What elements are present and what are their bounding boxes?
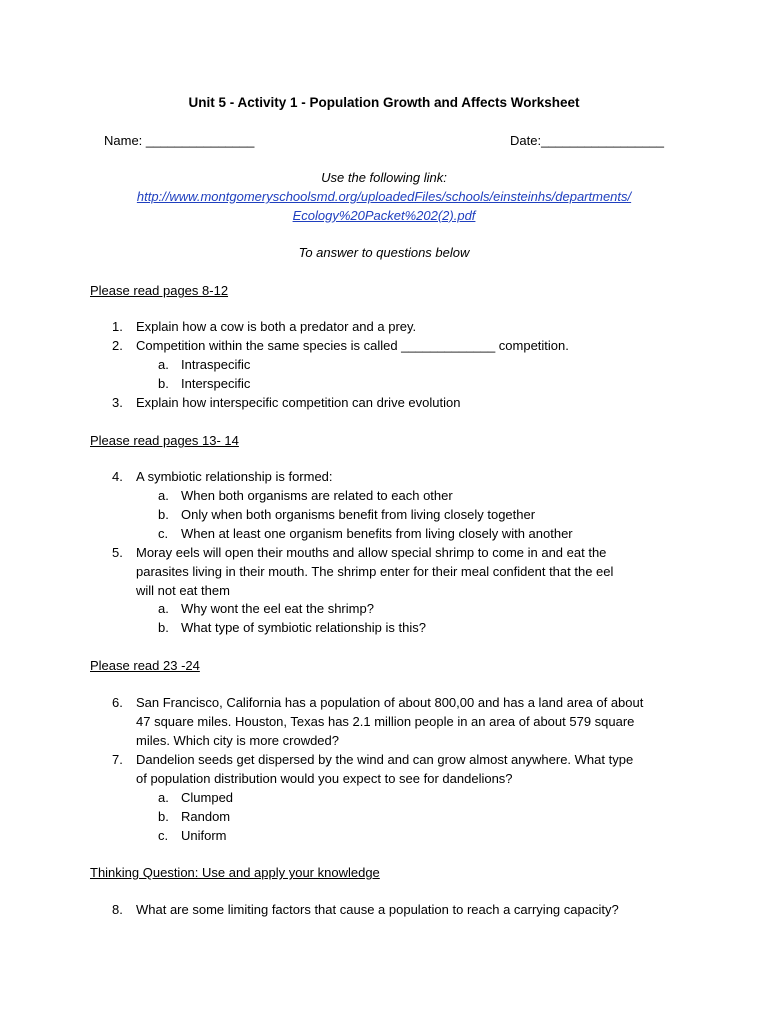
option-text: Only when both organisms benefit from living closely together [181,507,536,522]
question-1-text: Explain how a cow is both a predator and a prey. [136,319,417,334]
name-field-label: Name: _______________ [104,133,255,148]
question-7-line: of population distribution would you expect to see for dandelions? [136,771,513,786]
question-number: 6. [112,695,123,710]
option-letter: a. [158,790,169,805]
question-5-line: parasites living in their mouth. The shrimp enter for their meal confident that the eel [136,564,614,579]
question-6-line: San Francisco, California has a population of about 800,00 and has a land area of about [136,695,644,710]
option-letter: b. [158,507,169,522]
section-heading-4: Thinking Question: Use and apply your knowledge [90,865,380,880]
option-text: What type of symbiotic relationship is this? [181,620,426,635]
option-letter: b. [158,620,169,635]
question-number: 2. [112,338,123,353]
question-number: 1. [112,319,123,334]
option-letter: c. [158,828,169,843]
option-text: Why wont the eel eat the shrimp? [181,601,374,616]
question-number: 5. [112,545,123,560]
resource-link[interactable] [0,187,768,206]
option-letter: b. [158,376,169,391]
section-heading-3: Please read 23 -24 [90,658,200,673]
question-number: 7. [112,752,123,767]
resource-link-line2[interactable]: Ecology%20Packet%202(2).pdf [292,208,476,223]
question-6-line: miles. Which city is more crowded? [136,733,339,748]
option-text: Intraspecific [181,357,251,372]
resource-link-cont[interactable] [0,206,768,225]
question-number: 4. [112,469,123,484]
question-6-line: 47 square miles. Houston, Texas has 2.1 million people in an area of about 579 square [136,714,635,729]
question-8-text: What are some limiting factors that cause a population to reach a carrying capacity? [136,902,619,917]
option-text: Interspecific [181,376,251,391]
question-2-text: Competition within the same species is called _____________ competition. [136,338,569,353]
option-text: Uniform [181,828,227,843]
section-heading-1: Please read pages 8-12 [90,283,229,298]
question-number: 3. [112,395,123,410]
question-3-text: Explain how interspecific competition can drive evolution [136,395,461,410]
option-text: Clumped [181,790,234,805]
question-5-line: will not eat them [136,583,230,598]
section-heading-2: Please read pages 13- 14 [90,433,239,448]
option-text: When both organisms are related to each other [181,488,453,503]
option-letter: c. [158,526,169,541]
question-4-text: A symbiotic relationship is formed: [136,469,333,484]
question-7-line: Dandelion seeds get dispersed by the wind and can grow almost anywhere. What type [136,752,634,767]
question-5-line: Moray eels will open their mouths and allow special shrimp to come in and eat the [136,545,607,560]
resource-link-line1[interactable]: http://www.montgomeryschoolsmd.org/uploadedFiles/schools/einsteinhs/departments/ [136,189,632,204]
option-letter: a. [158,357,169,372]
answer-instruction: To answer to questions below [298,245,470,260]
option-letter: a. [158,488,169,503]
worksheet-title: Unit 5 - Activity 1 - Population Growth and Affects Worksheet [188,95,580,110]
option-text: When at least one organism benefits from living closely with another [181,526,573,541]
option-text: Random [181,809,231,824]
date-field-label: Date:_________________ [510,133,664,148]
option-letter: a. [158,601,169,616]
option-letter: b. [158,809,169,824]
question-number: 8. [112,902,123,917]
link-instruction: Use the following link: [321,170,447,185]
